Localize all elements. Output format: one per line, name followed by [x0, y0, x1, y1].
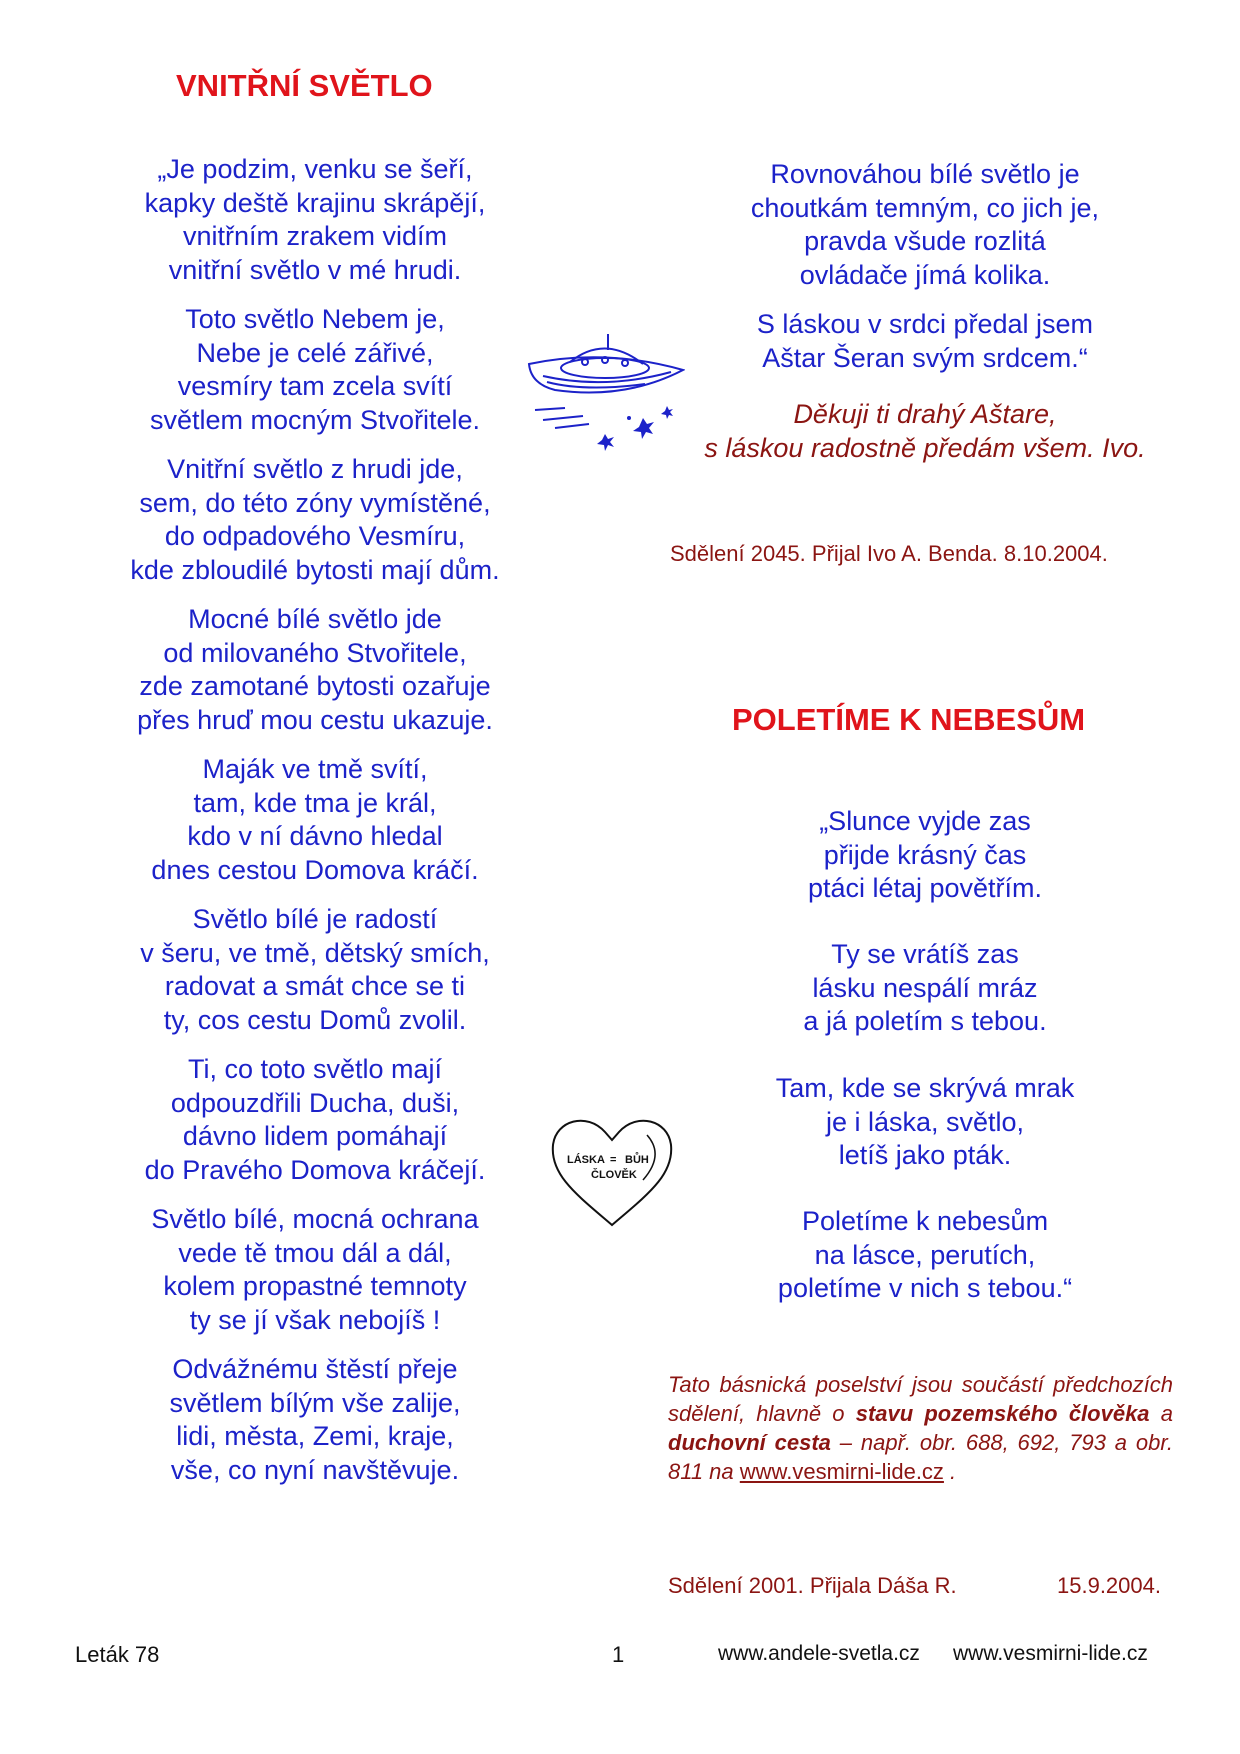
poem-line: od milovaného Stvořitele,: [163, 637, 467, 668]
poem-line: je i láska, světlo,: [825, 1106, 1025, 1137]
poem-line: tam, kde tma je král,: [193, 787, 437, 818]
stanza: [665, 938, 1185, 1039]
poem-line: Tam, kde se skrývá mrak: [775, 1073, 1075, 1103]
poem-line: Ti, co toto světlo mají: [187, 1054, 443, 1084]
poem-line: s láskou radostně předám všem. Ivo.: [704, 432, 1146, 463]
stanza: [100, 153, 530, 287]
poem-line: sem, do této zóny vymístěné,: [139, 487, 491, 518]
poem-line: ovládače jímá kolika.: [799, 259, 1051, 290]
poem-line: Vnitřní světlo z hrudi jde,: [167, 454, 463, 484]
poem-line: vede tě tmou dál a dál,: [178, 1237, 452, 1268]
poem-line: Aštar Šeran svým srdcem.“: [762, 342, 1088, 373]
poem-line: Světlo bílé je radostí: [192, 904, 438, 934]
message-date-2001: 15.9.2004.: [1057, 1573, 1161, 1598]
poem-line: S láskou v srdci předal jsem: [756, 309, 1094, 339]
poem-line: radovat a smát chce se ti: [164, 971, 466, 1001]
footer-page-number: 1: [612, 1642, 625, 1667]
note-text: a: [1149, 1401, 1173, 1426]
poem-line: poletíme v nich s tebou.“: [777, 1273, 1073, 1303]
stanza: [665, 805, 1185, 906]
left-poem-title: VNITŘNÍ SVĚTLO: [176, 68, 433, 103]
note-text: .: [943, 1459, 957, 1484]
poem-line: Odvážnému štěstí přeje: [172, 1354, 458, 1384]
poem-line: Děkuji ti drahý Aštare,: [793, 399, 1057, 429]
poem-line: „Slunce vyjde zas: [819, 806, 1031, 836]
heart-word-buh: BŮH: [625, 1154, 649, 1166]
poem-line: světlem mocným Stvořitele.: [149, 404, 481, 435]
footer-leaflet-number: Leták 78: [75, 1642, 160, 1667]
poem-line: pravda všude rozlitá: [804, 226, 1046, 256]
explanatory-note: [668, 1370, 1173, 1486]
stanza: [100, 1353, 530, 1487]
poem-line: na lásce, perutích,: [814, 1239, 1036, 1270]
note-bold-term: stavu pozemského člověka: [855, 1401, 1150, 1426]
thanks-note: [665, 398, 1185, 465]
poem-line: Světlo bílé, mocná ochrana: [151, 1204, 479, 1234]
poem-line: Ty se vrátíš zas: [831, 939, 1019, 969]
poem-line: choutkám temným, co jich je,: [750, 192, 1100, 223]
stanza: [100, 603, 530, 737]
poem-line: Nebe je celé zářivé,: [196, 337, 434, 368]
poem-line: Toto světlo Nebem je,: [185, 304, 445, 334]
message-info-2001: Sdělení 2001. Přijala Dáša R.: [668, 1573, 957, 1598]
poem-line: do Pravého Domova kráčejí.: [144, 1154, 486, 1185]
poem-line: přijde krásný čas: [823, 839, 1027, 870]
heart-equals: =: [610, 1154, 617, 1166]
stanza: [100, 303, 530, 437]
right-poem-title: POLETÍME K NEBESŮM: [732, 702, 1086, 737]
vesmirni-lide-link[interactable]: www.vesmirni-lide.cz: [739, 1459, 944, 1484]
note-bold-term: duchovní cesta: [668, 1430, 831, 1455]
stanza: [100, 903, 530, 1037]
poem-line: ty, cos cestu Domů zvolil.: [163, 1004, 467, 1035]
poem-line: Rovnováhou bílé světlo je: [770, 159, 1080, 189]
poem-line: do odpadového Vesmíru,: [164, 521, 466, 551]
footer-site-vesmirni-lide[interactable]: www.vesmirni-lide.cz: [953, 1642, 1148, 1665]
poem-line: zde zamotané bytosti ozařuje: [139, 671, 491, 701]
poem-line: světlem bílým vše zalije,: [169, 1387, 461, 1418]
poem-line: vnitřním zrakem vidím: [182, 221, 448, 251]
stanza: [100, 1203, 530, 1337]
stanza: [100, 753, 530, 887]
poem-line: odpouzdřili Ducha, duši,: [170, 1087, 460, 1118]
poem-line: a já poletím s tebou.: [803, 1006, 1047, 1036]
stanza: [100, 453, 530, 587]
ufo-illustration: [525, 330, 685, 460]
poem-line: ptáci létaj povětřím.: [807, 873, 1043, 903]
stanza: [100, 1053, 530, 1187]
poem-line: kolem propastné temnoty: [163, 1271, 467, 1301]
poem-line: vesmíry tam zcela svítí: [177, 371, 453, 401]
message-info-2045: Sdělení 2045. Přijal Ivo A. Benda. 8.10.2004.: [670, 541, 1108, 566]
note-text: Tato básnická poselství jsou součástí předchozích sdělení, hlavně o: [668, 1372, 1173, 1426]
poem-line: kde zbloudilé bytosti mají dům.: [130, 554, 500, 585]
poem-line: dávno lidem pomáhají: [182, 1121, 448, 1151]
heart-word-laska: LÁSKA: [567, 1154, 605, 1166]
stanza: [665, 308, 1185, 375]
poem-line: letíš jako pták.: [838, 1140, 1012, 1170]
note-text: – např. obr. 688, 692, 793 a obr. 811 na: [668, 1430, 1174, 1484]
poem-line: Maják ve tmě svítí,: [202, 754, 428, 784]
poem-line: Poletíme k nebesům: [801, 1206, 1049, 1236]
poem-line: kapky deště krajinu skrápějí,: [144, 187, 486, 218]
poem-line: Mocné bílé světlo jde: [188, 604, 442, 634]
poem-line: lidi, města, Zemi, kraje,: [176, 1421, 454, 1451]
poem-line: vnitřní světlo v mé hrudi.: [168, 254, 462, 285]
poem-line: vše, co nyní navštěvuje.: [170, 1454, 460, 1485]
footer-site-andele-svetla[interactable]: www.andele-svetla.cz: [718, 1642, 920, 1665]
poem-line: přes hruď mou cestu ukazuje.: [137, 704, 493, 735]
poem-line: lásku nespálí mráz: [812, 972, 1038, 1003]
poem-line: ty se jí však nebojíš !: [189, 1304, 441, 1335]
poem-line: dnes cestou Domova kráčí.: [151, 854, 479, 885]
poem-line: „Je podzim, venku se šeří,: [157, 154, 473, 184]
poem-line: v šeru, ve tmě, dětský smích,: [140, 937, 490, 968]
heart-emblem: [547, 1110, 677, 1230]
heart-word-clovek: ČLOVĚK: [591, 1169, 637, 1181]
stanza: [665, 1205, 1185, 1306]
stanza: [665, 158, 1185, 292]
stanza: [665, 1072, 1185, 1173]
poem-line: kdo v ní dávno hledal: [187, 821, 443, 851]
